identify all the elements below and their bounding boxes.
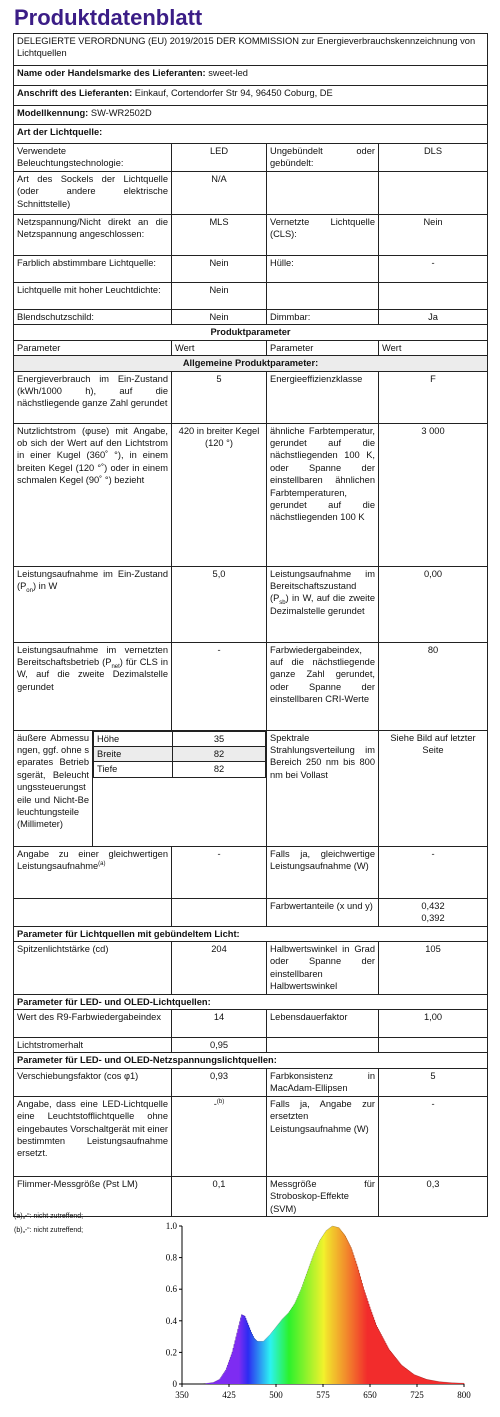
value-standby-power: 0,00: [379, 566, 488, 642]
label-high-luminance: Lichtquelle mit hoher Leuchtdichte:: [14, 283, 172, 310]
value-colour-consistency: 5: [379, 1068, 488, 1096]
value-peak-intensity: 204: [172, 942, 267, 995]
x-tick-label: 650: [363, 1390, 377, 1400]
value-cls: Nein: [379, 215, 488, 256]
value-chromaticity: 0,432 0,392: [379, 898, 488, 926]
value-cct: 3 000: [379, 423, 488, 566]
label-useful-flux: Nutzlichtstrom (φuse) mit Angabe, ob sich der Wert auf den Lichtstrom in einer Kugel (360˚ °), in einem breiten Kegel (120 °˚) oder in einem schmalen Kegel (90˚ °) bezieht: [14, 423, 172, 566]
label-cls: Vernetzte Lichtquelle (CLS):: [267, 215, 379, 256]
label-spectral-distribution: Spektrale Strahlungsverteilung im Bereich 250 nm bis 800 nm bei Vollast: [267, 730, 379, 846]
label-envelope: Hülle:: [267, 256, 379, 283]
section-led: Parameter für LED- und OLED-Lichtquellen:: [14, 994, 488, 1009]
y-tick-label: 0.6: [165, 1284, 177, 1295]
model-value: SW-WR2502D: [90, 108, 152, 118]
label-chromaticity: Farbwertanteile (x und y): [267, 898, 379, 926]
dim-height-value: 35: [173, 731, 266, 746]
dim-height-label: Höhe: [94, 731, 173, 746]
value-lumen-maintenance: 0,95: [172, 1038, 267, 1053]
col-value: Wert: [172, 340, 267, 355]
datasheet-table: [13, 33, 488, 1217]
dim-depth-value: 82: [173, 762, 266, 777]
label-standby-power: Leistungsaufnahme im Bereitschaftszustand $(P_{sb})$ in W, auf die zweite Dezimalstelle gerundet: [267, 566, 379, 642]
value-survival-factor: 1,00: [379, 1010, 488, 1038]
label-flicker: Flimmer-Messgröße (Pst LM): [14, 1176, 172, 1216]
label-energy-class: Energieeffizienzklasse: [267, 371, 379, 423]
supplier-row: Name oder Handelsmarke des Lieferanten: sweet-led: [14, 66, 488, 86]
label-technology: Verwendete Beleuchtungstechnologie:: [14, 144, 172, 172]
value-networked-standby: -: [172, 642, 267, 730]
value-tunable: Nein: [172, 256, 267, 283]
page-title: Produktdatenblatt: [14, 5, 203, 30]
value-cap-type: N/A: [172, 172, 267, 215]
section-directional: Parameter für Lichtquellen mit gebündeltem Licht:: [14, 926, 488, 941]
section-general-parameters: Allgemeine Produktparameter:: [14, 356, 488, 371]
label-lumen-maintenance: Lichtstromerhalt: [14, 1038, 172, 1053]
label-networked-standby: Leistungsaufnahme im vernetzten Bereitschaftsbetrieb $(P_{net})$ für CLS in W, auf die zweite Dezimalstelle gerundet: [14, 642, 172, 730]
value-energy-consumption: 5: [172, 371, 267, 423]
label-on-mode-power: Leistungsaufnahme im Ein-Zustand $(P_{on})$ in W: [14, 566, 172, 642]
value-stroboscopic: 0,3: [379, 1176, 488, 1216]
value-replaces-fluorescent: -$^{(b)}$: [172, 1096, 267, 1176]
x-tick-label: 425: [222, 1390, 236, 1400]
section-mains-led: Parameter für LED- und OLED-Netzspannungslichtquellen:: [14, 1053, 488, 1068]
dimensions-grid: [93, 730, 267, 846]
section-light-source-type: Art der Lichtquelle:: [14, 125, 488, 144]
footnote-b: (b)„-“: nicht zutreffend;: [14, 1227, 84, 1234]
value-technology: LED: [172, 144, 267, 172]
x-tick-label: 350: [175, 1390, 189, 1400]
label-displacement-factor: Verschiebungsfaktor (cos φ1): [14, 1068, 172, 1096]
y-tick-label: 0.8: [165, 1252, 177, 1263]
label-equivalent-power: Angabe zu einer gleichwertigen Leistungsaufnahme$^{(a)}$: [14, 846, 172, 898]
value-beam-angle: 105: [379, 942, 488, 995]
value-replaced-power: -: [379, 1096, 488, 1176]
value-mains: MLS: [172, 215, 267, 256]
value-equivalent-power-w: -: [379, 846, 488, 898]
value-flicker: 0,1: [172, 1176, 267, 1216]
label-peak-intensity: Spitzenlichtstärke (cd): [14, 942, 172, 995]
label-mains: Netzspannung/Nicht direkt an die Netzspannung angeschlossen:: [14, 215, 172, 256]
label-beam-angle: Halbwertswinkel in Grad oder Spanne der einstellbaren Halbwertswinkel: [267, 942, 379, 995]
label-equivalent-power-w: Falls ja, gleichwertige Leistungsaufnahme (W): [267, 846, 379, 898]
value-anti-glare: Nein: [172, 310, 267, 325]
value-spectral-distribution: Siehe Bild auf letzter Seite: [379, 730, 488, 846]
supplier-value: sweet-led: [208, 68, 248, 78]
y-tick-label: 0: [172, 1379, 177, 1389]
label-replaces-fluorescent: Angabe, dass eine LED-Lichtquelle eine Leuchtstofflichtquelle ohne eingebautes Vorschaltgerät mit einer bestimmten Leistungsaufnahme ersetzt.: [14, 1096, 172, 1176]
value-dimmable: Ja: [379, 310, 488, 325]
y-tick-label: 0.4: [165, 1315, 177, 1326]
col-parameter: Parameter: [14, 340, 172, 355]
label-dimmable: Dimmbar:: [267, 310, 379, 325]
value-on-mode-power: 5,0: [172, 566, 267, 642]
label-r9: Wert des R9-Farbwiedergabeindex: [14, 1010, 172, 1038]
y-tick-label: 1.0: [165, 1221, 177, 1231]
col-parameter-2: Parameter: [267, 340, 379, 355]
label-dimensions: äußere Abmessungen, ggf. ohne separates Betriebsgerät, Beleuchtungssteuerungsteile und Nicht-Beleuchtungsteile (Millimeter): [14, 730, 93, 846]
x-tick-label: 575: [316, 1390, 330, 1400]
label-anti-glare: Blendschutzschild:: [14, 310, 172, 325]
value-equivalent-power: -: [172, 846, 267, 898]
footnote-a: (a)„-“: nicht zutreffend;: [14, 1213, 84, 1220]
label-cri: Farbwiedergabeindex, auf die nächstliegende ganze Zahl gerundet, oder Spanne der einstellbaren CRI-Werte: [267, 642, 379, 730]
address-value: Einkauf, Cortendorfer Str 94, 96450 Coburg, DE: [134, 88, 333, 98]
label-cct: ähnliche Farbtemperatur, gerundet auf die nächstliegenden 100 K, oder Spanne der einstellbaren ähnlichen Farbtemperaturen, gerundet auf die nächstliegenden 100 K: [267, 423, 379, 566]
label-directional: Ungebündelt oder gebündelt:: [267, 144, 379, 172]
label-tunable: Farblich abstimmbare Lichtquelle:: [14, 256, 172, 283]
label-survival-factor: Lebensdauerfaktor: [267, 1010, 379, 1038]
spectral-chart: [150, 1218, 485, 1413]
address-row: Anschrift des Lieferanten: Einkauf, Cortendorfer Str 94, 96450 Coburg, DE: [14, 86, 488, 106]
regulation-text: DELEGIERTE VERORDNUNG (EU) 2019/2015 DER KOMMISSION zur Energieverbrauchskennzeichnung von Lichtquellen: [14, 34, 488, 66]
col-value-2: Wert: [379, 340, 488, 355]
dim-width-label: Breite: [94, 747, 173, 762]
label-stroboscopic: Messgröße für Stroboskop-Effekte (SVM): [267, 1176, 379, 1216]
value-useful-flux: 420 in breiter Kegel (120 °): [172, 423, 267, 566]
value-high-luminance: Nein: [172, 283, 267, 310]
model-row: Modellkennung: SW-WR2502D: [14, 106, 488, 125]
label-energy-consumption: Energieverbrauch im Ein-Zustand (kWh/1000 h), auf die nächstliegende ganze Zahl gerundet: [14, 371, 172, 423]
value-cri: 80: [379, 642, 488, 730]
value-directional: DLS: [379, 144, 488, 172]
section-product-parameters: Produktparameter: [14, 325, 488, 340]
x-tick-label: 725: [410, 1390, 424, 1400]
y-tick-label: 0.2: [165, 1347, 177, 1358]
value-displacement-factor: 0,93: [172, 1068, 267, 1096]
dim-width-value: 82: [173, 747, 266, 762]
dim-depth-label: Tiefe: [94, 762, 173, 777]
x-tick-label: 500: [269, 1390, 283, 1400]
label-colour-consistency: Farbkonsistenz in MacAdam-Ellipsen: [267, 1068, 379, 1096]
label-replaced-power: Falls ja, Angabe zur ersetzten Leistungsaufnahme (W): [267, 1096, 379, 1176]
value-r9: 14: [172, 1010, 267, 1038]
value-energy-class: F: [379, 371, 488, 423]
x-tick-label: 800: [457, 1390, 471, 1400]
label-cap-type: Art des Sockels der Lichtquelle (oder andere elektrische Schnittstelle): [14, 172, 172, 215]
value-envelope: -: [379, 256, 488, 283]
